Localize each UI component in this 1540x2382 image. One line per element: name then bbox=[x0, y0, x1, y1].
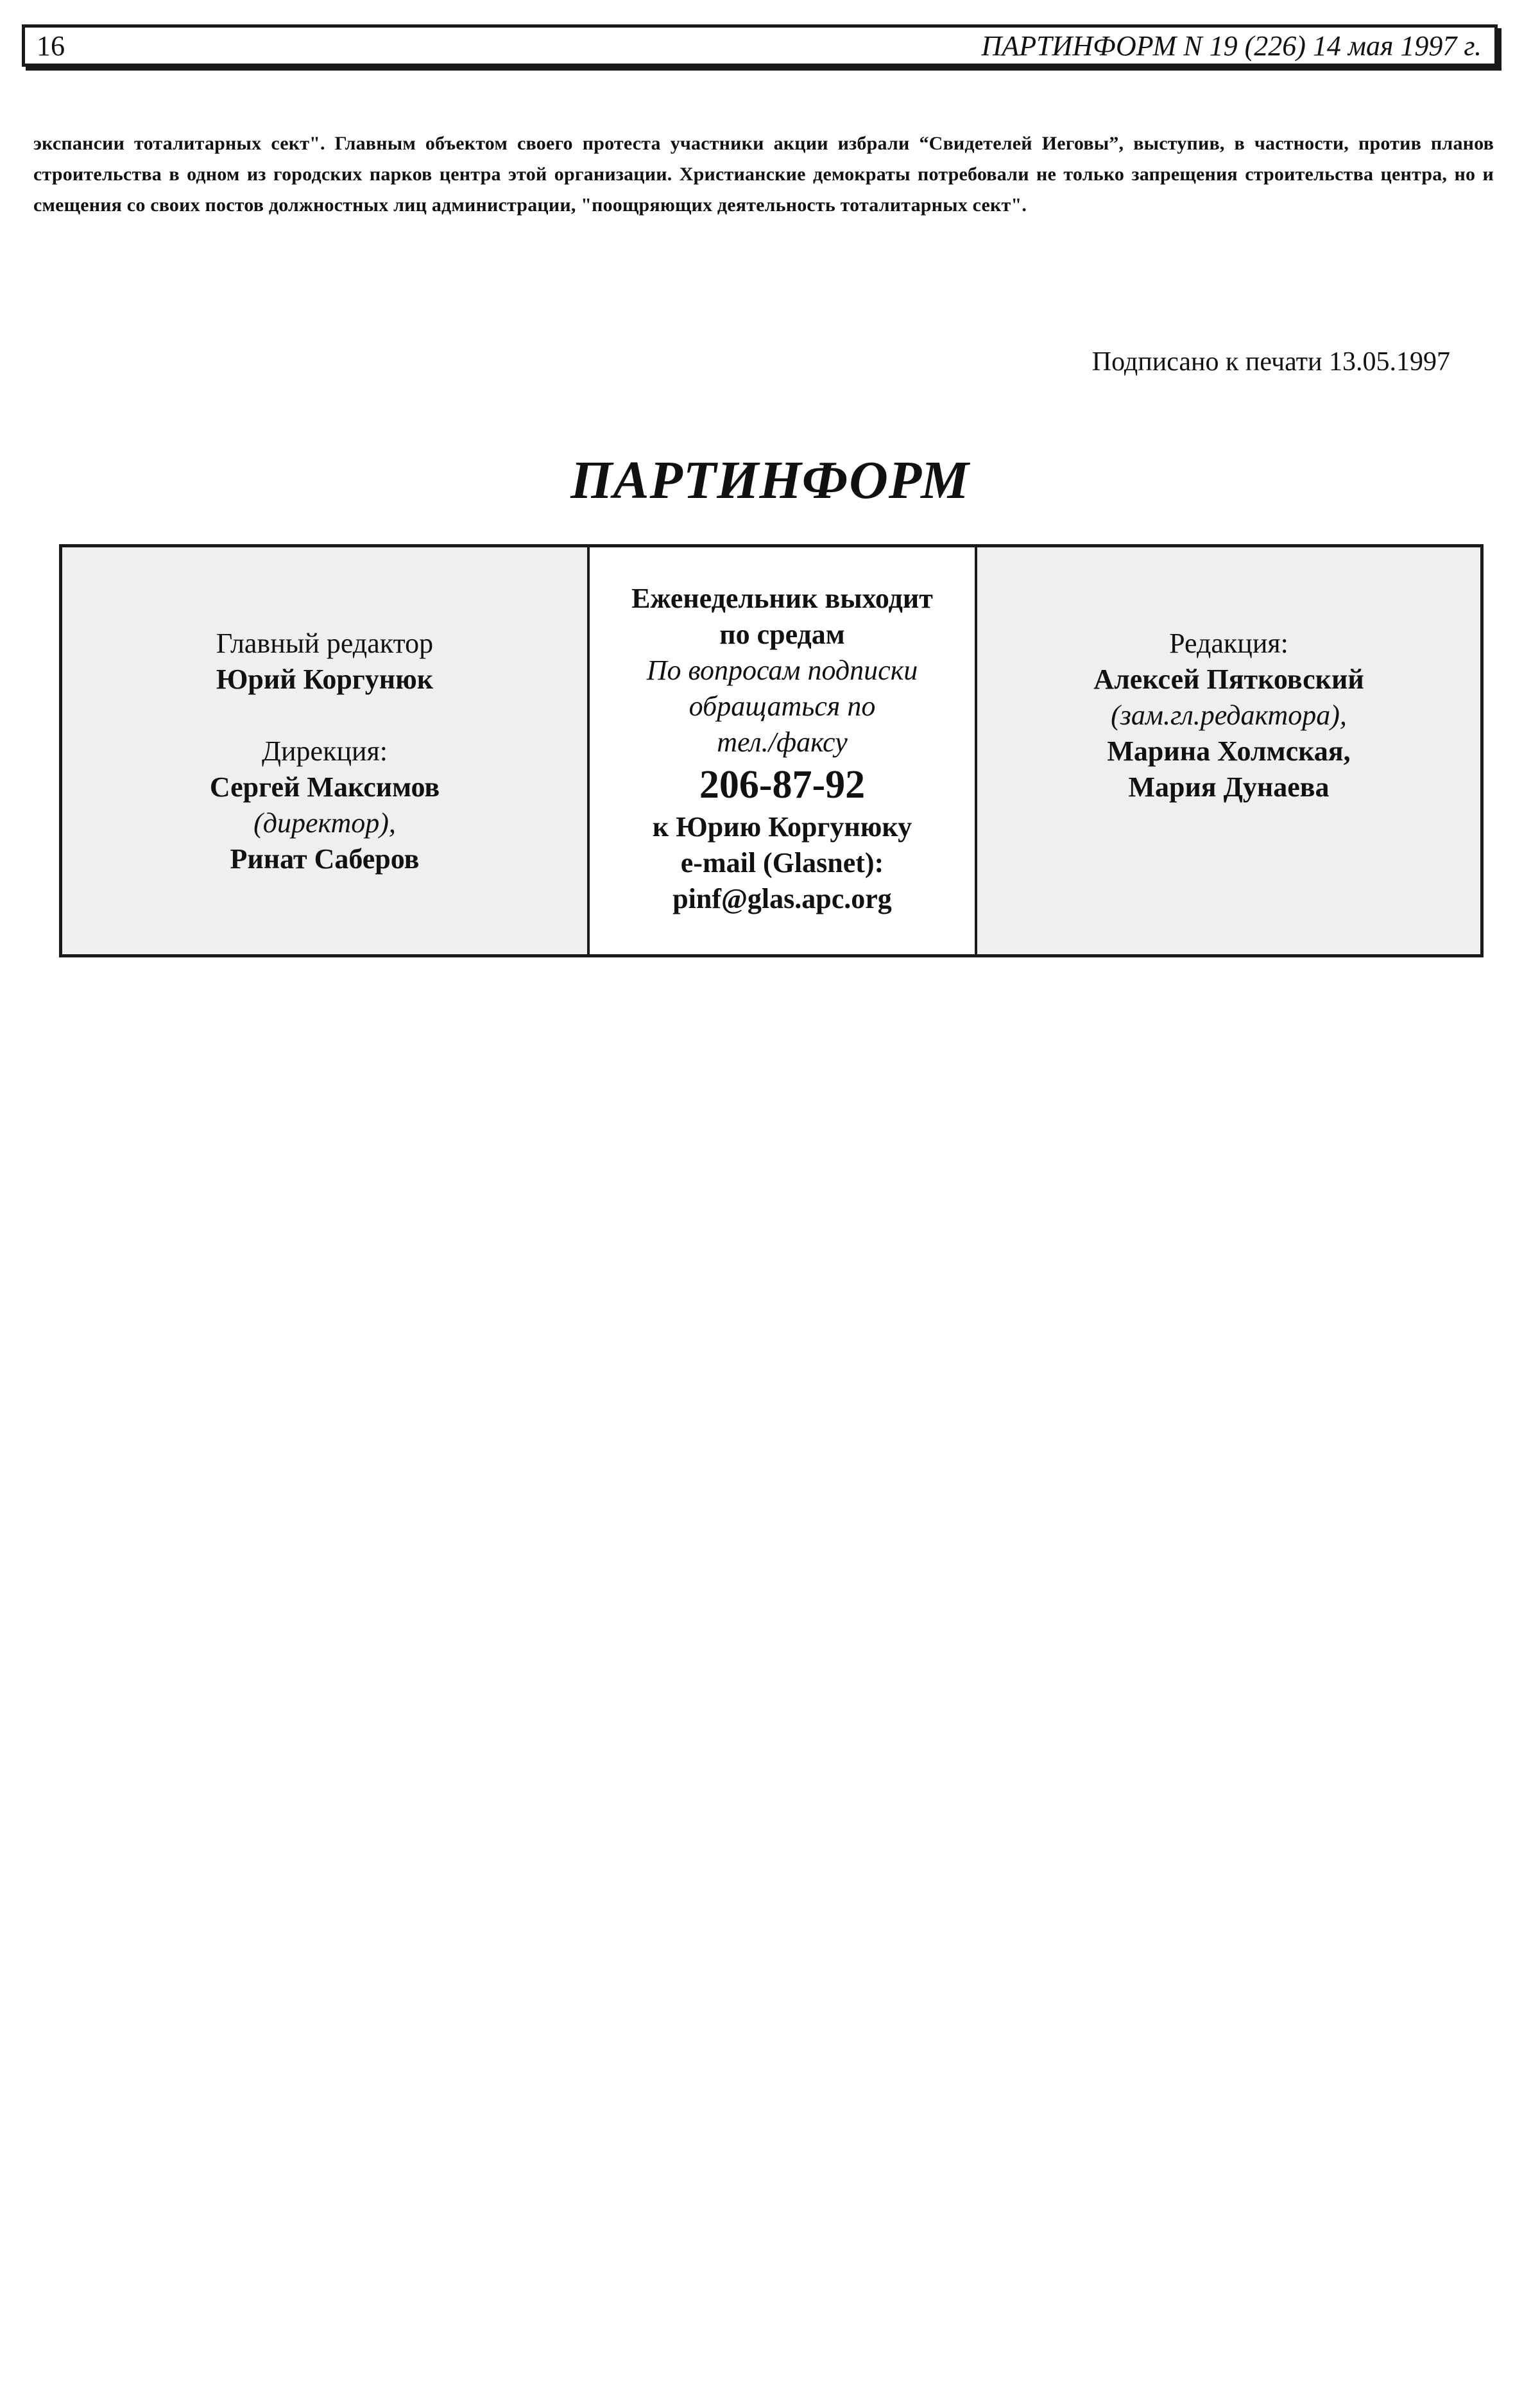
email-address: pinf@glas.apc.org bbox=[672, 883, 892, 914]
phone-number: 206-87-92 bbox=[699, 763, 866, 807]
second-director-name: Ринат Саберов bbox=[230, 843, 420, 875]
email-label: e-mail (Glasnet): bbox=[680, 847, 884, 878]
editor-name-3: Мария Дунаева bbox=[1128, 771, 1330, 803]
editor-name-1: Алексей Пятковский bbox=[1093, 664, 1364, 695]
editor-name-2: Марина Холмская, bbox=[1107, 735, 1351, 767]
article-text: экспансии тоталитарных сект". Главным объектом своего протеста участники акции избрали “Свидетелей Иеговы”, выступив, в частности, против планов строительства в одном из городских парков центра этой организации. Христианские демократы потребовали не только запрещения строительства центра, но и смещения со своих постов должностных лиц администрации, "поощряющих деятельность тоталитарных сект". bbox=[33, 133, 1494, 216]
directorate-label: Дирекция: bbox=[261, 735, 388, 767]
staff-column-left bbox=[62, 547, 590, 954]
staff-box bbox=[59, 544, 1484, 957]
subscription-line-1: По вопросам подписки bbox=[646, 655, 918, 686]
weekly-line-1: Еженедельник выходит bbox=[631, 583, 933, 614]
editor-role-1: (зам.гл.редактора), bbox=[1111, 699, 1347, 731]
subscription-line-2: обращаться по bbox=[689, 690, 876, 722]
page-number: 16 bbox=[37, 30, 65, 62]
director-role: (директор), bbox=[253, 807, 396, 839]
director-name: Сергей Максимов bbox=[209, 771, 440, 803]
chief-editor-name: Юрий Коргунюк bbox=[216, 664, 434, 695]
running-head: ПАРТИНФОРМ N 19 (226) 14 мая 1997 г. bbox=[981, 30, 1482, 62]
weekly-line-2: по средам bbox=[719, 619, 845, 650]
masthead-title: ПАРТИНФОРМ bbox=[570, 450, 970, 510]
signed-to-print: Подписано к печати 13.05.1997 bbox=[1091, 347, 1450, 377]
chief-editor-label: Главный редактор bbox=[216, 628, 434, 659]
page-header bbox=[22, 24, 1498, 67]
contact-person: к Юрию Коргунюку bbox=[652, 811, 912, 843]
subscription-line-3: тел./факсу bbox=[717, 726, 848, 758]
staff-column-right bbox=[977, 547, 1480, 954]
staff-column-middle bbox=[590, 547, 977, 954]
editorial-label: Редакция: bbox=[1169, 628, 1288, 659]
